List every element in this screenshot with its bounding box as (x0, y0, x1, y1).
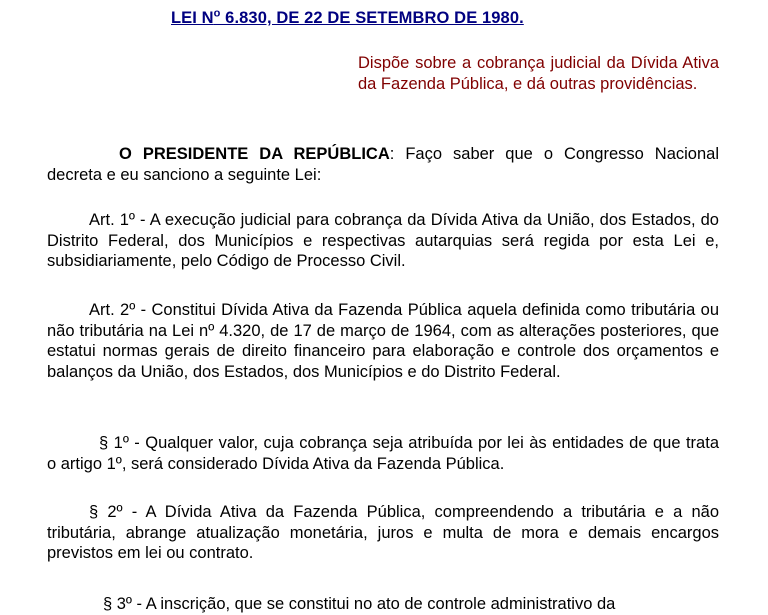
law-title-rest: 6.830, DE 22 DE SETEMBRO DE 1980. (220, 9, 524, 27)
law-title (171, 9, 524, 28)
article-2: Art. 2º - Constitui Dívida Ativa da Fazenda Pública aquela definida como tributária ou não tributária na Lei nº 4.320, de 17 de março de 1964, com as alterações posteriores, que estatui normas gerais de direito financeiro para elaboração e controle dos orçamentos e balanços da União, dos Estados, dos Municípios e do Distrito Federal. (47, 301, 719, 381)
article-2-paragraph-2: § 2º - A Dívida Ativa da Fazenda Pública, compreendendo a tributária e a não tributária, abrange atualização monetária, juros e multa de mora e demais encargos previstos em lei ou contrato. (47, 503, 719, 562)
preamble-authority: O PRESIDENTE DA REPÚBLICA (119, 145, 390, 163)
article-2-paragraph-1: § 1º - Qualquer valor, cuja cobrança seja atribuída por lei às entidades de que trata o artigo 1º, será considerado Dívida Ativa da Fazenda Pública. (47, 434, 719, 473)
law-title-superscript: o (213, 7, 221, 20)
article-1: Art. 1º - A execução judicial para cobrança da Dívida Ativa da União, dos Estados, do Distrito Federal, dos Municípios e respectivas autarquias será regida por esta Lei e, subsidiariamente, pelo Código de Processo Civil. (47, 211, 719, 270)
article-2-paragraph-3: § 3º - A inscrição, que se constitui no ato de controle administrativo da (103, 595, 616, 613)
law-title-prefix: LEI N (171, 9, 214, 27)
preamble-text: : Faço saber que o Congresso Nacional decreta e eu sanciono a seguinte Lei: (47, 145, 719, 184)
law-summary: Dispõe sobre a cobrança judicial da Dívida Ativa da Fazenda Pública, e dá outras providências. (358, 54, 719, 93)
preamble-paragraph (47, 144, 719, 185)
